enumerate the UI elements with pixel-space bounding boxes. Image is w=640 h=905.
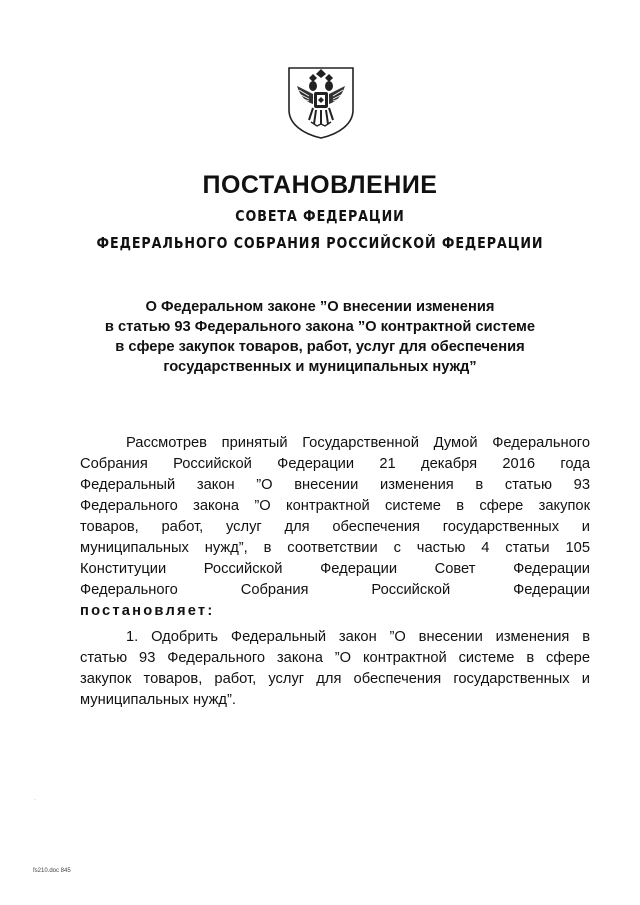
file-code: fs210.doc 845 (33, 868, 71, 874)
paragraph-line: Конституции Российской Федерации Совет Федерации (80, 561, 590, 577)
paragraph-line (80, 601, 590, 622)
paragraph-line: закупок товаров, работ, услуг для обеспечения государственных и (80, 671, 590, 687)
preamble-paragraph (80, 433, 590, 622)
scan-mark: · (34, 797, 36, 803)
paragraph-line: Федеральный закон ”О внесении изменения в статью 93 (80, 477, 590, 493)
paragraph-line: товаров, работ, услуг для обеспечения государственных и (80, 519, 590, 535)
paragraph-line: Собрания Российской Федерации 21 декабря 2016 года (80, 456, 590, 472)
paragraph-line: статью 93 Федерального закона ”О контрактной системе в сфере (80, 650, 590, 666)
document-subject-heading (60, 297, 580, 377)
paragraph-line: Федерального закона ”О контрактной системе в сфере закупок (80, 498, 590, 514)
issuing-body-line1: СОВЕТА ФЕДЕРАЦИИ (235, 207, 405, 225)
heading-line: в статью 93 Федерального закона ”О контрактной системе (104, 319, 536, 335)
heading-line: государственных и муниципальных нужд” (163, 359, 477, 375)
document-title: ПОСТАНОВЛЕНИЕ (202, 171, 438, 199)
heading-line: О Федеральном законе ”О внесении изменения (145, 299, 495, 315)
decree-word: постановляет: (80, 603, 215, 619)
state-emblem-icon (283, 64, 359, 140)
paragraph-line: муниципальных нужд”, в соответствии с частью 4 статьи 105 (80, 540, 590, 556)
paragraph-line: Рассмотрев принятый Государственной Думой Федерального (126, 435, 590, 451)
resolution-item-1 (80, 627, 590, 711)
paragraph-line: Федерального Собрания Российской Федерации (80, 582, 590, 598)
paragraph-line: 1. Одобрить Федеральный закон ”О внесении изменения в (126, 629, 590, 645)
heading-line: в сфере закупок товаров, работ, услуг для обеспечения (115, 339, 525, 355)
issuing-body-line2: ФЕДЕРАЛЬНОГО СОБРАНИЯ РОССИЙСКОЙ ФЕДЕРАЦИИ (96, 234, 544, 252)
paragraph-line: муниципальных нужд”. (80, 692, 236, 708)
